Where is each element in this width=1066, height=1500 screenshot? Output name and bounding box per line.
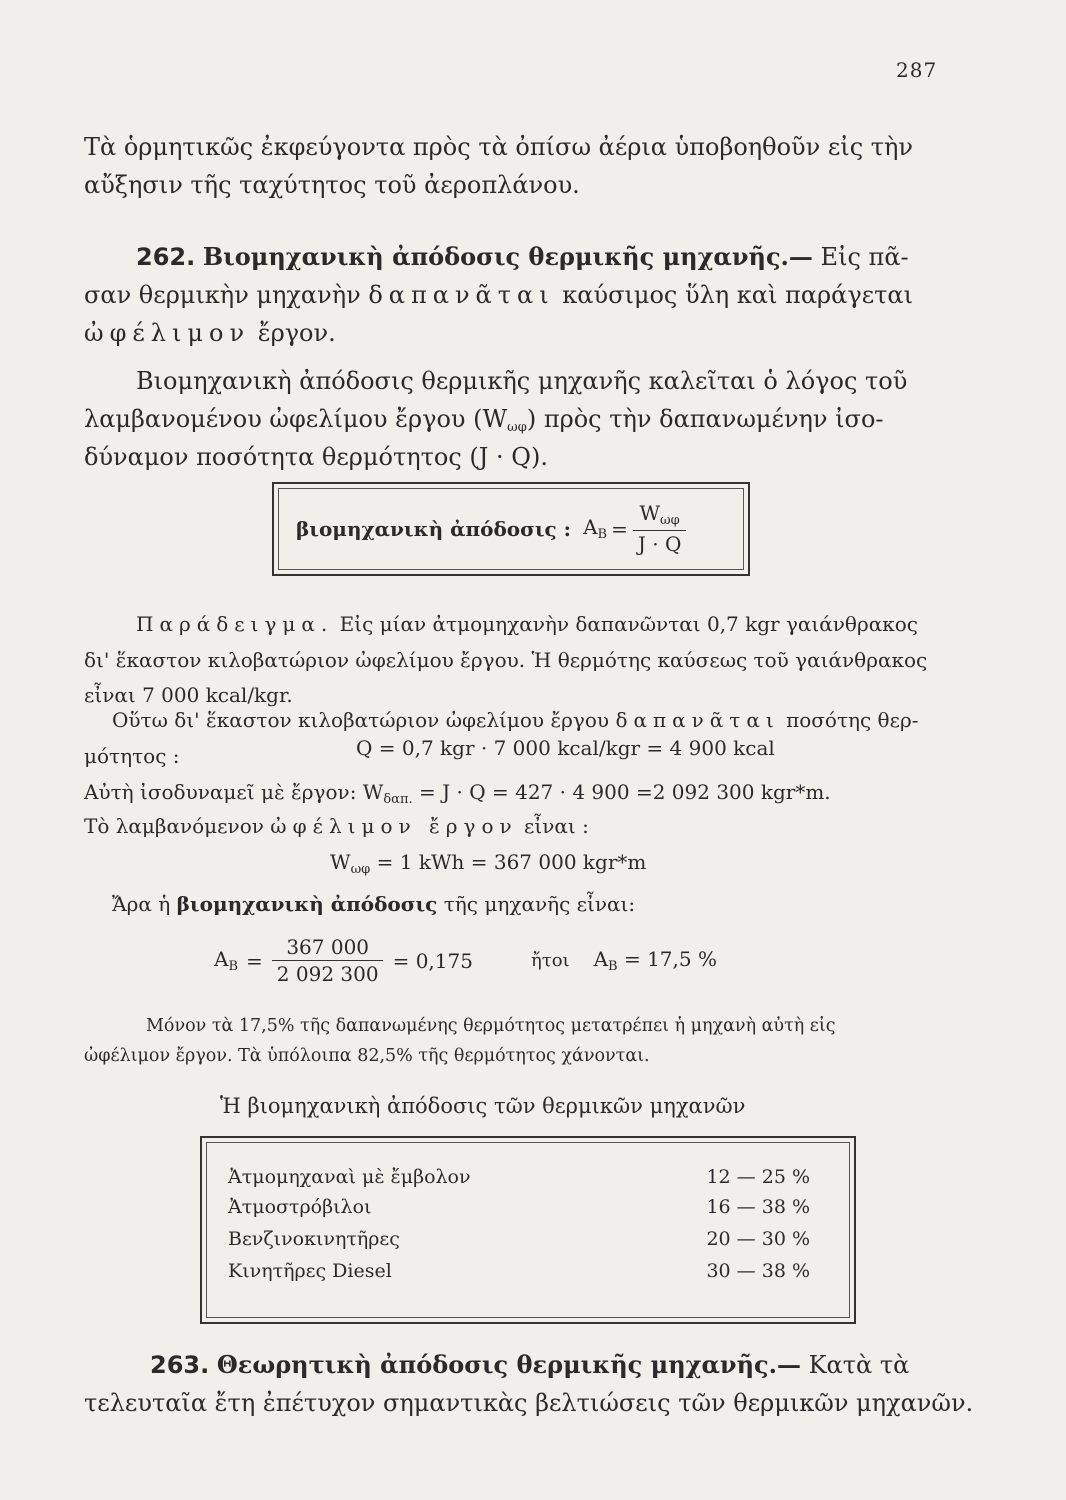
text-run: = J · Q = 427 · 4 900 =2 092 300 kgr*m. [412, 780, 831, 804]
text-run: εἶναι : [517, 814, 589, 838]
example-line-3: εἶναι 7 000 kcal/kgr. [84, 683, 293, 707]
definition-line-3: δύναμον ποσότητα θερμότητος (J · Q). [84, 443, 548, 471]
fraction-numerator: 367 000 [272, 936, 383, 961]
example-line-9: Μόνον τὰ 17,5% τῆς δαπανωμένης θερμότητος μετατρέπει ἡ μηχανὴ αὐτὴ εἰς [146, 1016, 836, 1036]
example-line-1 [136, 612, 918, 636]
equals-sign: = [246, 948, 263, 973]
example-line-10: ὠφέλιμον ἔργον. Τὰ ὑπόλοιπα 82,5% τῆς θερμότητος χάνονται. [84, 1046, 650, 1066]
engine-type: Ἀτμομηχαναὶ μὲ ἔμβολον [228, 1166, 471, 1188]
fraction-denominator: 2 092 300 [276, 962, 379, 986]
formula-label: βιομηχανικὴ ἀπόδοσις : [296, 516, 572, 541]
section-263-title: Θεωρητικὴ ἀπόδοσις θερμικῆς μηχανῆς.— [216, 1350, 801, 1379]
text-run: ποσότης θερ- [779, 708, 919, 732]
section-262-title: Βιομηχανικὴ ἀπόδοσις θερμικῆς μηχανῆς.— [202, 242, 813, 271]
section-262-heading [136, 238, 909, 276]
bold-term: βιομηχανικὴ ἀπόδοσις [176, 892, 438, 916]
fraction-numerator [633, 502, 685, 531]
emphasis-useful: ὠφέλιμον [84, 319, 251, 347]
formula-fraction [632, 502, 688, 555]
emphasis-useful-work: ὠφέλιμον ἔργον [270, 814, 518, 838]
page-number: 287 [896, 58, 938, 82]
section-263-line-2: τελευταῖα ἔτη ἐπέτυχον σημαντικὰς βελτιώσεις τῶν θερμικῶν μηχανῶν. [84, 1389, 974, 1417]
hetoi-word: ἤτοι [530, 950, 570, 971]
intro-line-2: αὔξησιν τῆς ταχύτητος τοῦ ἀεροπλάνου. [84, 171, 580, 199]
table-row [228, 1166, 810, 1194]
table-row [228, 1196, 810, 1224]
table-row [228, 1228, 810, 1256]
eq3-result: = 0,175 [392, 948, 473, 973]
text-run: καύσιμος ὕλη καὶ παράγεται [554, 281, 914, 309]
symbol: W [639, 501, 661, 525]
efficiency-range: 30 — 38 % [706, 1260, 810, 1282]
formula-box [272, 482, 750, 576]
equals-sign: = [611, 516, 628, 541]
symbol: A [214, 947, 229, 971]
eq3-fraction [271, 936, 385, 985]
subscript: ωφ [350, 862, 371, 877]
text-run: = 1 kWh = 367 000 kgr*m [370, 850, 647, 874]
example-line-2: δι' ἕκαστον κιλοβατώριον ὠφελίμου ἔργου. Ἡ θερμότης καύσεως τοῦ γαιάνθρακος [84, 648, 928, 672]
subscript: δαπ. [383, 792, 413, 807]
eq3-percent [594, 947, 717, 974]
emphasis-spend: δαπανᾶται [368, 281, 555, 309]
emphasis-spend-2: δαπανᾶται [615, 708, 780, 732]
section-262-title-tail: Εἰς πᾶ- [812, 243, 909, 271]
equation-useful-work [330, 850, 646, 877]
engine-type: Κινητῆρες Diesel [228, 1260, 392, 1282]
engine-type: Ἀτμοστρόβιλοι [228, 1196, 372, 1218]
section-263-heading [150, 1346, 909, 1384]
text-run: Τὸ λαμβανόμενον [84, 814, 271, 838]
text-run: Αὐτὴ ἰσοδυναμεῖ μὲ ἔργον: W [84, 780, 384, 804]
section-262-line-2 [84, 276, 913, 314]
efficiency-formula [296, 502, 687, 555]
text-run: Εἰς μίαν ἀτμομηχανὴν δαπανῶνται 0,7 kgr γαιάνθρακος [333, 612, 918, 636]
text-run: λαμβανομένου ὠφελίμου ἔργου (W [84, 405, 508, 433]
subscript: B [597, 527, 608, 543]
symbol: A [593, 947, 609, 971]
symbol: W [330, 850, 351, 874]
text-run: ἔργον. [250, 319, 336, 347]
text-run: τῆς μηχανῆς εἶναι: [437, 892, 636, 916]
example-line-6 [84, 780, 831, 807]
example-line-7 [84, 814, 589, 838]
efficiency-range: 16 — 38 % [706, 1196, 810, 1218]
engine-type: Βενζινοκινητῆρες [228, 1228, 400, 1250]
table-caption: Ἡ βιομηχανικὴ ἀπόδοσις τῶν θερμικῶν μηχανῶν [220, 1094, 746, 1118]
subscript: ωφ [507, 420, 527, 435]
example-line-4 [112, 708, 918, 732]
section-263-title-tail: Κατὰ τὰ [801, 1351, 910, 1379]
example-label: Παράδειγμα. [136, 612, 334, 636]
subscript: ωφ [660, 513, 680, 528]
text-run: Ἄρα ἡ [112, 892, 177, 916]
equation-heat: Q = 0,7 kgr · 7 000 kcal/kgr = 4 900 kcal [356, 736, 775, 760]
symbol: A [583, 515, 598, 540]
example-line-5: μότητος : [84, 744, 180, 768]
text-run: Οὕτω δι' ἕκαστον κιλοβατώριον ὠφελίμου ἔργου [112, 708, 616, 732]
section-263-number: 263. [150, 1351, 210, 1379]
eq3-lhs [214, 947, 238, 974]
table-row [228, 1260, 810, 1288]
formula-lhs [583, 515, 607, 542]
efficiency-table [200, 1136, 856, 1324]
text-run: ) πρὸς τὴν δαπανωμένην ἰσο- [526, 405, 884, 433]
subscript: B [228, 959, 239, 974]
efficiency-range: 20 — 30 % [706, 1228, 810, 1250]
efficiency-range: 12 — 25 % [706, 1166, 810, 1188]
section-262-number: 262. [136, 243, 196, 271]
equation-efficiency [214, 936, 717, 985]
intro-line-1: Τὰ ὁρμητικῶς ἐκφεύγοντα πρὸς τὰ ὀπίσω ἀέρια ὑποβοηθοῦν εἰς τὴν [84, 133, 914, 161]
text-run: σαν θερμικὴν μηχανὴν [84, 281, 369, 309]
subscript: B [608, 959, 618, 974]
section-262-line-3 [84, 314, 336, 352]
example-line-8 [112, 892, 635, 916]
definition-line-1: Βιομηχανικὴ ἀπόδοσις θερμικῆς μηχανῆς καλεῖται ὁ λόγος τοῦ [136, 367, 908, 395]
fraction-denominator: J · Q [637, 532, 682, 557]
text-run: = 17,5 % [617, 947, 717, 971]
